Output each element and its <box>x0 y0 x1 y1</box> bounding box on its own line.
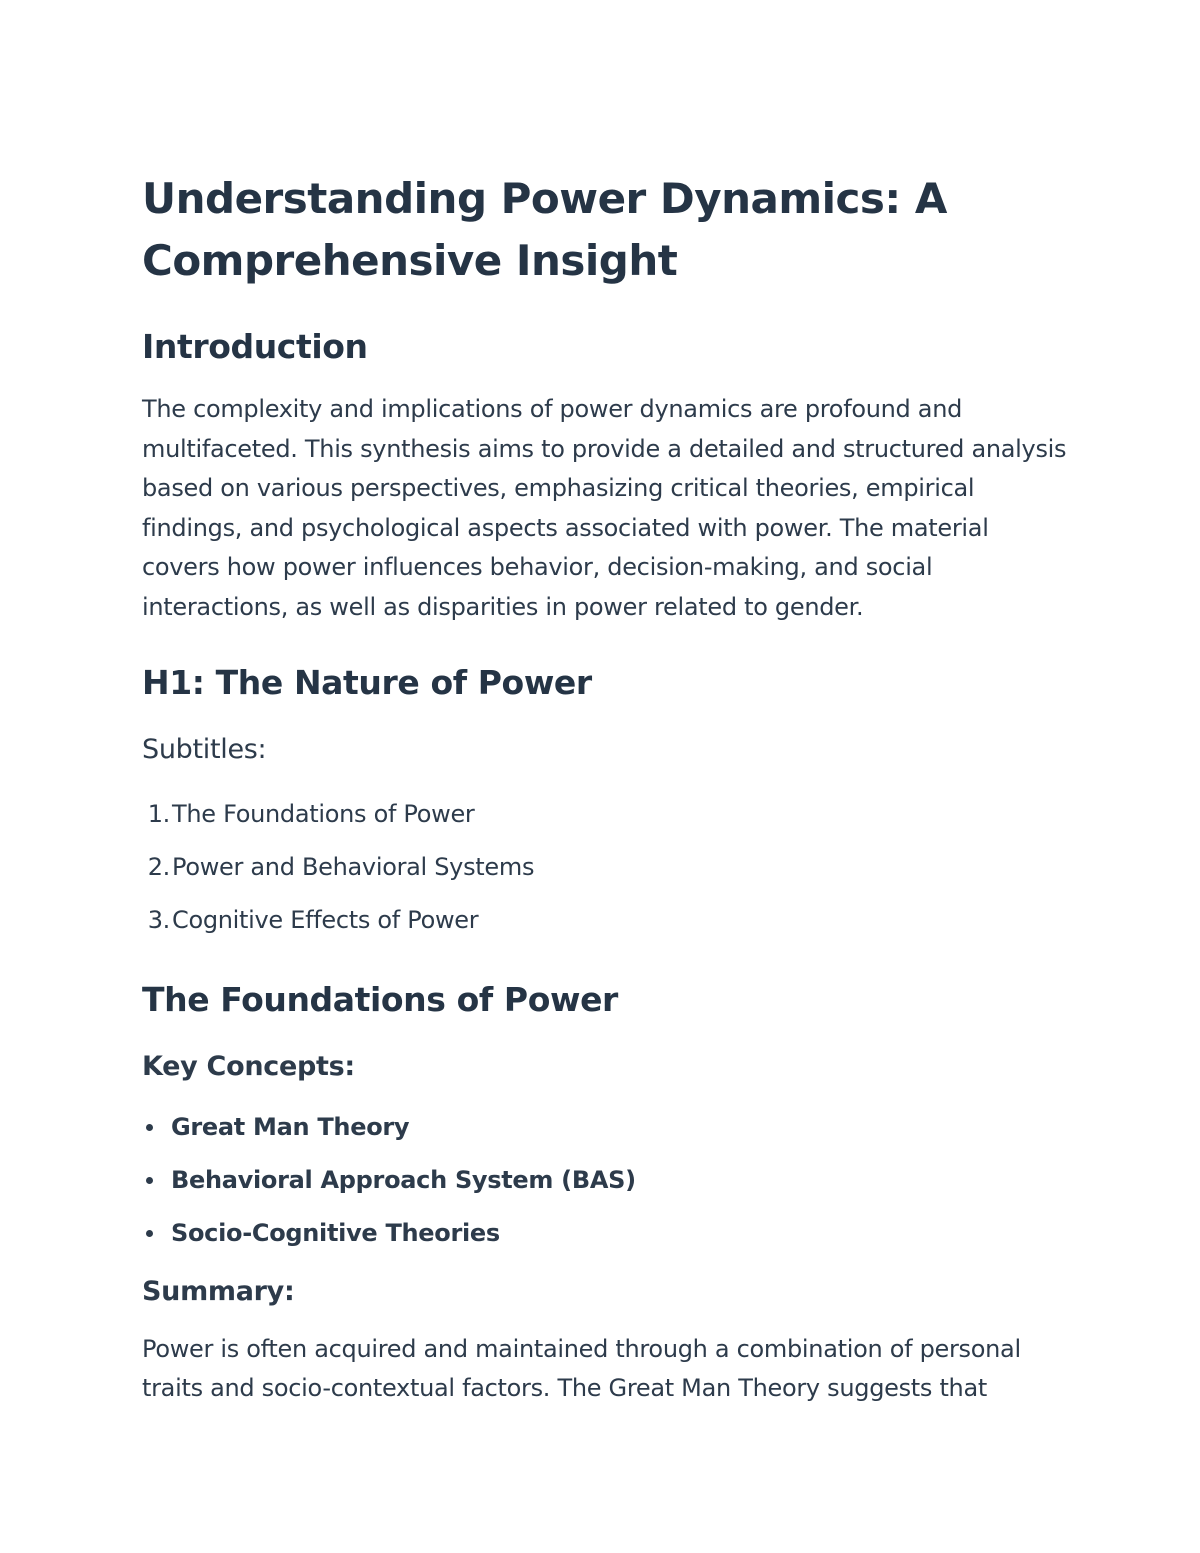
nature-of-power-heading: H1: The Nature of Power <box>142 662 592 702</box>
bullet-icon <box>146 1124 153 1131</box>
summary-label: Summary: <box>142 1275 295 1307</box>
bullet-icon <box>146 1230 153 1237</box>
subtitle-number: 3. <box>147 905 170 934</box>
subtitle-item <box>142 788 1072 841</box>
subtitles-label: Subtitles: <box>142 733 267 765</box>
subtitle-number: 2. <box>147 852 170 881</box>
document-page <box>142 168 1072 1409</box>
foundations-of-power-heading: The Foundations of Power <box>142 979 618 1019</box>
key-concept-text: Socio-Cognitive Theories <box>171 1218 500 1247</box>
subtitle-text: The Foundations of Power <box>172 799 475 828</box>
subtitle-item <box>142 841 1072 894</box>
key-concept-text: Great Man Theory <box>171 1112 410 1141</box>
subtitle-text: Cognitive Effects of Power <box>172 905 479 934</box>
subtitle-item <box>142 894 1072 947</box>
key-concepts-label: Key Concepts: <box>142 1050 355 1082</box>
introduction-paragraph: The complexity and implications of power dynamics are profound and multifaceted. This synthesis aims to provide a detailed and structured analysis based on various perspectives, emphasizing critical theories, empirical findings, and psychological aspects associated with power. The material covers how power influences behavior, decision-making, and social interactions, as well as disparities in power related to gender. <box>142 395 1067 621</box>
introduction-heading: Introduction <box>142 327 368 366</box>
subtitle-list <box>142 788 1072 947</box>
summary-paragraph: Power is often acquired and maintained through a combination of personal traits and socio-contextual factors. The Great Man Theory suggests that <box>142 1334 1021 1403</box>
key-concept-item <box>142 1207 1072 1260</box>
key-concepts-list <box>142 1101 1072 1260</box>
key-concept-text: Behavioral Approach System (BAS) <box>171 1165 636 1194</box>
subtitle-text: Power and Behavioral Systems <box>172 852 535 881</box>
subtitle-number: 1. <box>147 799 170 828</box>
bullet-icon <box>146 1177 153 1184</box>
key-concept-item <box>142 1101 1072 1154</box>
document-title: Understanding Power Dynamics: A Comprehensive Insight <box>142 174 947 285</box>
key-concept-item <box>142 1154 1072 1207</box>
